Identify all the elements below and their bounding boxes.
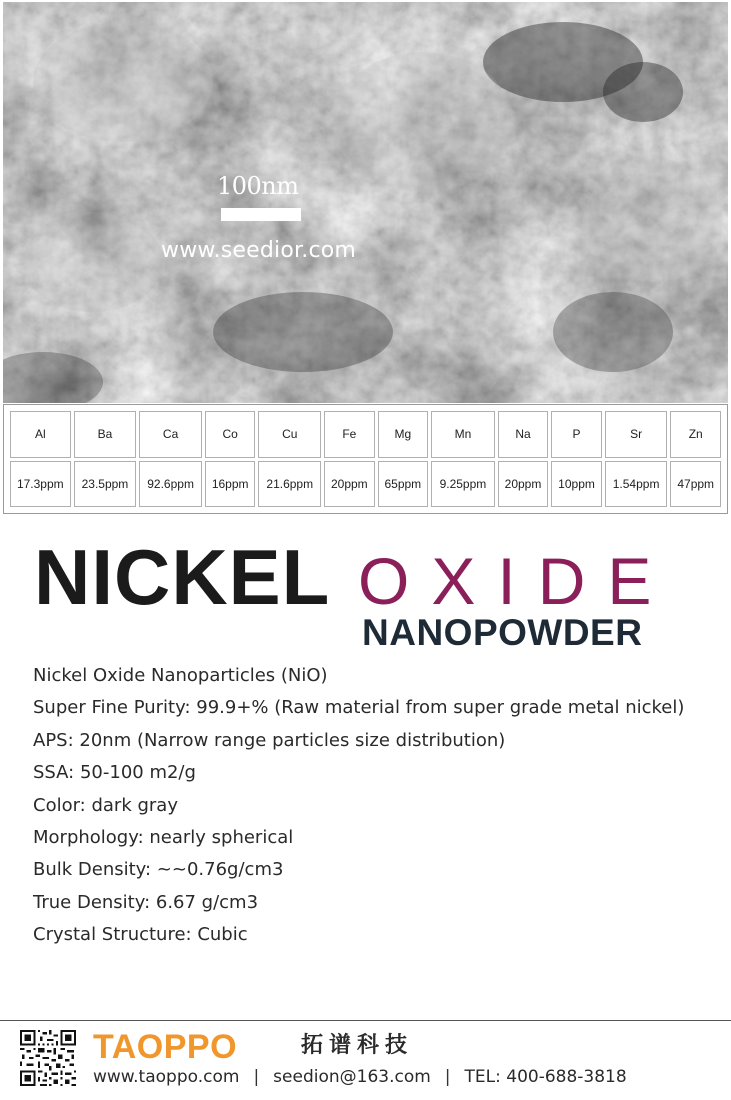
website-link[interactable]: www.taoppo.com	[93, 1067, 240, 1087]
spec-list	[33, 660, 723, 952]
value-cell: 20ppm	[324, 461, 375, 508]
spec-line: Bulk Density: ~~0.76g/cm3	[33, 859, 284, 881]
value-cell: 20ppm	[498, 461, 549, 508]
spec-line: Crystal Structure: Cubic	[33, 924, 248, 946]
brand-logo-text: TAOPPO	[93, 1028, 238, 1066]
value-cell: 92.6ppm	[139, 461, 202, 508]
impurity-table	[3, 404, 728, 514]
spec-line: Morphology: nearly spherical	[33, 826, 294, 848]
footer-divider	[0, 1020, 731, 1021]
element-cell: P	[551, 411, 602, 458]
separator: |	[253, 1067, 260, 1087]
element-cell: Ca	[139, 411, 202, 458]
element-row	[10, 411, 721, 458]
element-cell: Al	[10, 411, 71, 458]
spec-line: APS: 20nm (Narrow range particles size distribution)	[33, 729, 506, 751]
impurity-grid	[7, 408, 724, 510]
telephone: TEL: 400-688-3818	[464, 1067, 627, 1087]
value-row	[10, 461, 721, 508]
value-cell: 65ppm	[378, 461, 429, 508]
contact-line	[93, 1066, 627, 1088]
element-cell: Zn	[670, 411, 721, 458]
spec-line: True Density: 6.67 g/cm3	[33, 891, 259, 913]
value-cell: 23.5ppm	[74, 461, 137, 508]
sem-micrograph	[3, 2, 728, 403]
email-link[interactable]: seedion@163.com	[273, 1067, 431, 1087]
title-nickel: NICKEL	[34, 533, 331, 621]
image-watermark: www.seedior.com	[161, 238, 357, 263]
value-cell: 21.6ppm	[258, 461, 321, 508]
value-cell: 9.25ppm	[431, 461, 495, 508]
element-cell: Fe	[324, 411, 375, 458]
value-cell: 47ppm	[670, 461, 721, 508]
value-cell: 16ppm	[205, 461, 256, 508]
value-cell: 1.54ppm	[605, 461, 668, 508]
spec-line: Color: dark gray	[33, 794, 178, 816]
separator: |	[444, 1067, 451, 1087]
element-cell: Sr	[605, 411, 668, 458]
brand-chinese-name: 拓谱科技	[301, 1033, 414, 1058]
element-cell: Mn	[431, 411, 495, 458]
element-cell: Ba	[74, 411, 137, 458]
element-cell: Mg	[378, 411, 429, 458]
value-cell: 17.3ppm	[10, 461, 71, 508]
spec-line: SSA: 50-100 m2/g	[33, 762, 196, 784]
scale-bar	[221, 208, 301, 221]
qr-code-icon	[20, 1030, 76, 1086]
spec-line: Super Fine Purity: 99.9+% (Raw material from super grade metal nickel)	[33, 697, 685, 719]
title-nanopowder: NANOPOWDER	[362, 612, 643, 653]
element-cell: Co	[205, 411, 256, 458]
element-cell: Cu	[258, 411, 321, 458]
value-cell: 10ppm	[551, 461, 602, 508]
scale-bar-label: 100nm	[217, 172, 299, 200]
title-oxide: OXIDE	[358, 544, 674, 618]
spec-line: Nickel Oxide Nanoparticles (NiO)	[33, 665, 328, 686]
sem-texture	[3, 2, 728, 403]
element-cell: Na	[498, 411, 549, 458]
